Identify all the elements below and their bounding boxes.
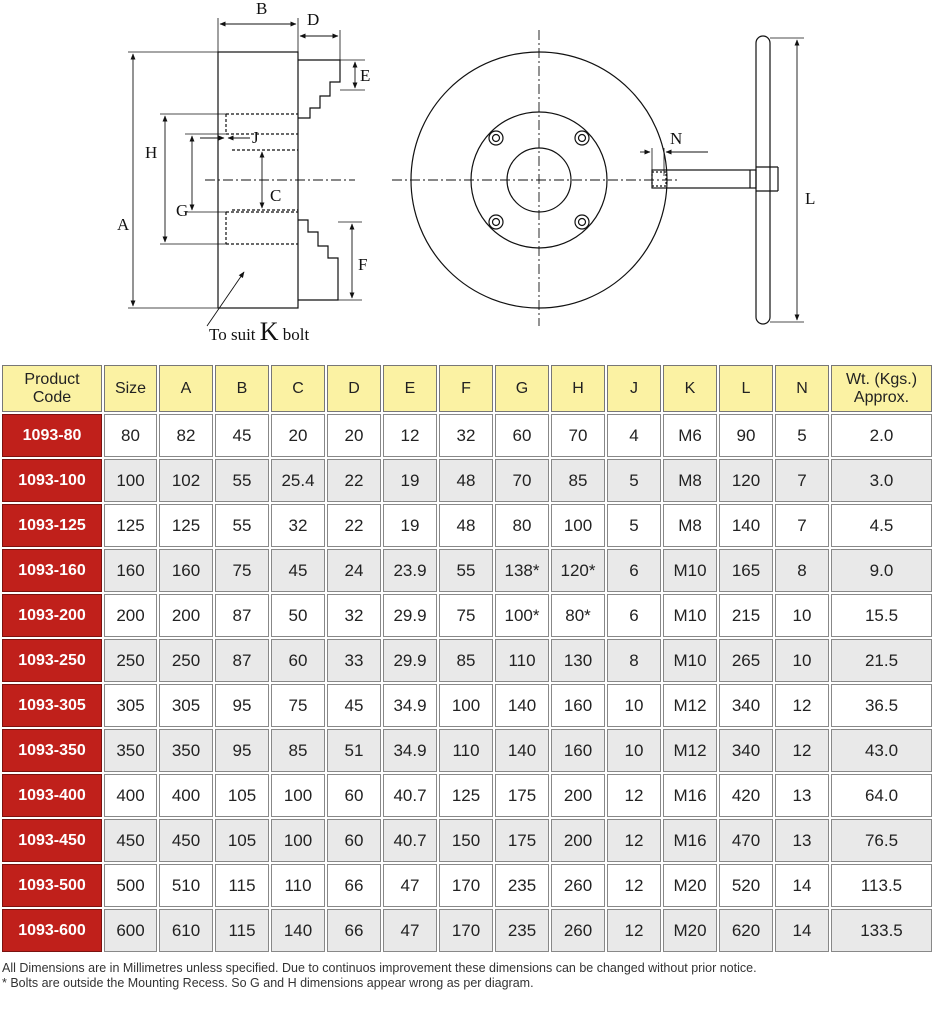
cell-c: 20 — [271, 414, 325, 457]
cell-n: 10 — [775, 639, 829, 682]
cell-n: 12 — [775, 729, 829, 772]
product-code-cell: 1093-100 — [2, 459, 102, 502]
header-text: A — [180, 379, 192, 397]
cell-n: 7 — [775, 459, 829, 502]
cell-d: 51 — [327, 729, 381, 772]
cell-size: 350 — [104, 729, 157, 772]
cell-b: 95 — [215, 729, 269, 772]
cell-e: 47 — [383, 909, 437, 952]
cell-d: 22 — [327, 459, 381, 502]
cell-l: 215 — [719, 594, 773, 637]
cell-h: 70 — [551, 414, 605, 457]
chuck-technical-drawing — [0, 0, 932, 360]
header-text: Approx. — [853, 388, 910, 406]
product-code-cell: 1093-125 — [2, 504, 102, 547]
cell-k: M8 — [663, 459, 717, 502]
cell-g: 235 — [495, 909, 549, 952]
cell-k: M16 — [663, 819, 717, 862]
cell-weight: 2.0 — [831, 414, 932, 457]
cell-f: 75 — [439, 594, 493, 637]
cell-a: 125 — [159, 504, 213, 547]
cell-e: 29.9 — [383, 639, 437, 682]
cell-d: 22 — [327, 504, 381, 547]
cell-n: 8 — [775, 549, 829, 592]
table-row — [2, 684, 932, 727]
label-d: D — [307, 10, 320, 29]
column-header-g — [495, 365, 549, 412]
cell-f: 85 — [439, 639, 493, 682]
cell-d: 20 — [327, 414, 381, 457]
cell-h: 200 — [551, 819, 605, 862]
cell-b: 105 — [215, 819, 269, 862]
header-text: J — [630, 379, 638, 397]
cell-j: 12 — [607, 819, 661, 862]
cell-c: 45 — [271, 549, 325, 592]
column-header-product-code — [2, 365, 102, 412]
cell-g: 80 — [495, 504, 549, 547]
cell-weight: 9.0 — [831, 549, 932, 592]
cell-b: 45 — [215, 414, 269, 457]
cell-n: 5 — [775, 414, 829, 457]
product-code-cell: 1093-400 — [2, 774, 102, 817]
cell-n: 14 — [775, 864, 829, 907]
cell-b: 75 — [215, 549, 269, 592]
cell-c: 100 — [271, 819, 325, 862]
cell-h: 260 — [551, 864, 605, 907]
label-b: B — [256, 0, 268, 18]
bolt-note: To suit K bolt — [209, 317, 310, 346]
cell-size: 100 — [104, 459, 157, 502]
cell-n: 13 — [775, 819, 829, 862]
cell-k: M6 — [663, 414, 717, 457]
cell-l: 165 — [719, 549, 773, 592]
label-l: L — [805, 189, 816, 208]
column-header-k — [663, 365, 717, 412]
footnotes — [2, 961, 930, 991]
product-code-cell: 1093-160 — [2, 549, 102, 592]
cell-weight: 3.0 — [831, 459, 932, 502]
cell-k: M10 — [663, 594, 717, 637]
cell-b: 105 — [215, 774, 269, 817]
cell-size: 250 — [104, 639, 157, 682]
table-row — [2, 504, 932, 547]
cell-h: 85 — [551, 459, 605, 502]
cell-d: 32 — [327, 594, 381, 637]
cell-e: 19 — [383, 459, 437, 502]
table-row — [2, 459, 932, 502]
cell-size: 200 — [104, 594, 157, 637]
table-row — [2, 594, 932, 637]
cell-a: 510 — [159, 864, 213, 907]
product-code-cell: 1093-600 — [2, 909, 102, 952]
cell-h: 100 — [551, 504, 605, 547]
cell-b: 55 — [215, 459, 269, 502]
table-row — [2, 819, 932, 862]
cell-j: 4 — [607, 414, 661, 457]
cell-d: 24 — [327, 549, 381, 592]
cell-f: 100 — [439, 684, 493, 727]
header-text: N — [796, 379, 808, 397]
header-text: B — [236, 379, 248, 397]
cell-j: 6 — [607, 549, 661, 592]
cell-n: 14 — [775, 909, 829, 952]
cell-g: 60 — [495, 414, 549, 457]
cell-size: 450 — [104, 819, 157, 862]
chuck-key — [652, 36, 804, 324]
cell-e: 34.9 — [383, 729, 437, 772]
cell-b: 95 — [215, 684, 269, 727]
cell-c: 25.4 — [271, 459, 325, 502]
cell-k: M20 — [663, 864, 717, 907]
label-g: G — [176, 201, 189, 220]
cell-h: 260 — [551, 909, 605, 952]
label-h: H — [145, 143, 158, 162]
cell-c: 32 — [271, 504, 325, 547]
cell-a: 200 — [159, 594, 213, 637]
cell-e: 40.7 — [383, 774, 437, 817]
cell-d: 60 — [327, 819, 381, 862]
product-code-cell: 1093-250 — [2, 639, 102, 682]
cell-g: 140 — [495, 729, 549, 772]
table-header-row — [2, 365, 932, 412]
cell-e: 19 — [383, 504, 437, 547]
cell-l: 520 — [719, 864, 773, 907]
dimensions-note: All Dimensions are in Millimetres unless specified. Due to continuos improvement these dimensions can be changed without prior notice. — [2, 961, 757, 975]
cell-n: 13 — [775, 774, 829, 817]
cell-l: 470 — [719, 819, 773, 862]
header-text: L — [741, 379, 751, 397]
cell-b: 87 — [215, 639, 269, 682]
cell-h: 120* — [551, 549, 605, 592]
cell-g: 140 — [495, 684, 549, 727]
cell-n: 10 — [775, 594, 829, 637]
front-view — [392, 30, 708, 326]
label-n: N — [670, 129, 683, 148]
cell-e: 12 — [383, 414, 437, 457]
cell-b: 115 — [215, 864, 269, 907]
table-body — [2, 414, 932, 952]
cell-size: 600 — [104, 909, 157, 952]
cell-c: 110 — [271, 864, 325, 907]
cell-h: 160 — [551, 729, 605, 772]
cell-k: M12 — [663, 684, 717, 727]
cell-g: 70 — [495, 459, 549, 502]
cell-f: 170 — [439, 909, 493, 952]
header-text: D — [348, 379, 360, 397]
cell-d: 60 — [327, 774, 381, 817]
cell-size: 160 — [104, 549, 157, 592]
column-header-n — [775, 365, 829, 412]
cell-c: 140 — [271, 909, 325, 952]
cell-a: 305 — [159, 684, 213, 727]
cell-h: 130 — [551, 639, 605, 682]
cell-l: 265 — [719, 639, 773, 682]
cell-l: 340 — [719, 729, 773, 772]
cell-k: M12 — [663, 729, 717, 772]
cell-j: 10 — [607, 729, 661, 772]
cell-f: 48 — [439, 504, 493, 547]
header-text: E — [404, 379, 416, 397]
cell-size: 80 — [104, 414, 157, 457]
cell-e: 29.9 — [383, 594, 437, 637]
column-header-size — [104, 365, 157, 412]
column-header-weight — [831, 365, 932, 412]
column-header-a — [159, 365, 213, 412]
cell-l: 620 — [719, 909, 773, 952]
cell-a: 250 — [159, 639, 213, 682]
cell-g: 175 — [495, 774, 549, 817]
cell-l: 340 — [719, 684, 773, 727]
column-header-f — [439, 365, 493, 412]
table-row — [2, 414, 932, 457]
cell-l: 140 — [719, 504, 773, 547]
product-code-cell: 1093-80 — [2, 414, 102, 457]
header-text: Size — [114, 379, 147, 397]
cell-j: 8 — [607, 639, 661, 682]
cell-n: 7 — [775, 504, 829, 547]
cell-d: 66 — [327, 909, 381, 952]
cell-g: 175 — [495, 819, 549, 862]
cell-d: 33 — [327, 639, 381, 682]
header-text: G — [515, 379, 529, 397]
cell-a: 350 — [159, 729, 213, 772]
cell-weight: 76.5 — [831, 819, 932, 862]
cell-k: M10 — [663, 639, 717, 682]
cell-j: 12 — [607, 774, 661, 817]
header-text: Wt. (Kgs.) — [845, 370, 918, 388]
cell-f: 125 — [439, 774, 493, 817]
column-header-j — [607, 365, 661, 412]
cell-size: 125 — [104, 504, 157, 547]
cell-a: 82 — [159, 414, 213, 457]
header-text: C — [292, 379, 304, 397]
product-code-cell: 1093-450 — [2, 819, 102, 862]
table-row — [2, 774, 932, 817]
product-code-cell: 1093-500 — [2, 864, 102, 907]
cell-weight: 15.5 — [831, 594, 932, 637]
cell-size: 400 — [104, 774, 157, 817]
label-f: F — [358, 255, 368, 274]
cell-a: 160 — [159, 549, 213, 592]
cell-g: 138* — [495, 549, 549, 592]
column-header-d — [327, 365, 381, 412]
cell-f: 110 — [439, 729, 493, 772]
cell-b: 55 — [215, 504, 269, 547]
cell-n: 12 — [775, 684, 829, 727]
cell-b: 87 — [215, 594, 269, 637]
cell-k: M16 — [663, 774, 717, 817]
header-text: K — [684, 379, 696, 397]
side-view — [128, 18, 368, 326]
cell-h: 160 — [551, 684, 605, 727]
cell-k: M10 — [663, 549, 717, 592]
cell-e: 23.9 — [383, 549, 437, 592]
cell-j: 6 — [607, 594, 661, 637]
cell-weight: 36.5 — [831, 684, 932, 727]
column-header-l — [719, 365, 773, 412]
cell-e: 34.9 — [383, 684, 437, 727]
cell-a: 610 — [159, 909, 213, 952]
cell-weight: 43.0 — [831, 729, 932, 772]
table-row — [2, 909, 932, 952]
cell-g: 110 — [495, 639, 549, 682]
cell-c: 60 — [271, 639, 325, 682]
label-c: C — [270, 186, 282, 205]
cell-g: 100* — [495, 594, 549, 637]
label-j: J — [252, 128, 259, 147]
cell-weight: 64.0 — [831, 774, 932, 817]
cell-weight: 4.5 — [831, 504, 932, 547]
cell-l: 90 — [719, 414, 773, 457]
cell-g: 235 — [495, 864, 549, 907]
cell-h: 80* — [551, 594, 605, 637]
column-header-h — [551, 365, 605, 412]
cell-size: 500 — [104, 864, 157, 907]
cell-d: 66 — [327, 864, 381, 907]
cell-j: 5 — [607, 459, 661, 502]
table-row — [2, 549, 932, 592]
bolts-note: * Bolts are outside the Mounting Recess. So G and H dimensions appear wrong as per diagram. — [2, 976, 534, 990]
product-code-cell: 1093-350 — [2, 729, 102, 772]
cell-k: M8 — [663, 504, 717, 547]
cell-l: 120 — [719, 459, 773, 502]
cell-a: 102 — [159, 459, 213, 502]
cell-c: 75 — [271, 684, 325, 727]
header-text: Code — [32, 388, 72, 406]
header-text: H — [572, 379, 584, 397]
cell-j: 5 — [607, 504, 661, 547]
product-code-cell: 1093-200 — [2, 594, 102, 637]
column-header-b — [215, 365, 269, 412]
header-text: F — [461, 379, 471, 397]
specification-table — [0, 363, 932, 954]
cell-l: 420 — [719, 774, 773, 817]
cell-size: 305 — [104, 684, 157, 727]
cell-f: 32 — [439, 414, 493, 457]
table-row — [2, 639, 932, 682]
product-code-cell: 1093-305 — [2, 684, 102, 727]
cell-weight: 113.5 — [831, 864, 932, 907]
cell-weight: 133.5 — [831, 909, 932, 952]
cell-b: 115 — [215, 909, 269, 952]
cell-j: 10 — [607, 684, 661, 727]
table-row — [2, 864, 932, 907]
cell-j: 12 — [607, 909, 661, 952]
cell-d: 45 — [327, 684, 381, 727]
table-row — [2, 729, 932, 772]
cell-a: 400 — [159, 774, 213, 817]
cell-c: 50 — [271, 594, 325, 637]
cell-e: 40.7 — [383, 819, 437, 862]
cell-a: 450 — [159, 819, 213, 862]
label-a: A — [117, 215, 130, 234]
cell-f: 150 — [439, 819, 493, 862]
cell-j: 12 — [607, 864, 661, 907]
cell-c: 100 — [271, 774, 325, 817]
cell-weight: 21.5 — [831, 639, 932, 682]
cell-f: 170 — [439, 864, 493, 907]
cell-f: 48 — [439, 459, 493, 502]
cell-e: 47 — [383, 864, 437, 907]
cell-h: 200 — [551, 774, 605, 817]
header-text: Product — [24, 370, 80, 388]
label-e: E — [360, 66, 371, 85]
column-header-c — [271, 365, 325, 412]
cell-k: M20 — [663, 909, 717, 952]
column-header-e — [383, 365, 437, 412]
cell-f: 55 — [439, 549, 493, 592]
cell-c: 85 — [271, 729, 325, 772]
